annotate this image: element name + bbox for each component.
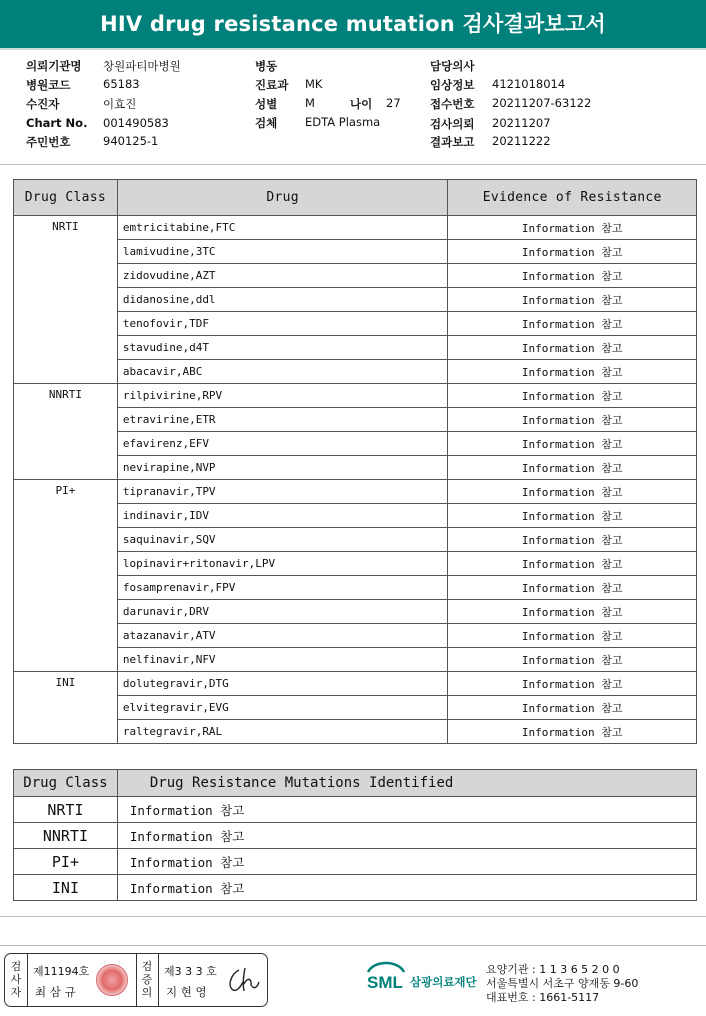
table-row — [14, 849, 697, 875]
header-evidence: Evidence of Resistance — [448, 180, 697, 216]
value-receipt-no: 20211207-63122 — [492, 96, 592, 110]
header-divider — [0, 164, 706, 165]
drug-name-cell: lopinavir+ritonavir,LPV — [117, 552, 448, 576]
evidence-cell: Information 참고 — [448, 336, 697, 360]
verifier-name: 지 현 영 — [166, 985, 207, 999]
evidence-cell: Information 참고 — [448, 552, 697, 576]
examiner-name: 최 삼 규 — [35, 985, 76, 999]
drug-name-cell: zidovudine,AZT — [117, 264, 448, 288]
table-row — [14, 797, 697, 823]
drug-name-cell: lamivudine,3TC — [117, 240, 448, 264]
label-result-report: 결과보고 — [430, 135, 475, 149]
mutation-table-body — [14, 797, 697, 901]
mutation-class-cell: NNRTI — [14, 823, 118, 849]
drug-name-cell: elvitegravir,EVG — [117, 696, 448, 720]
resistance-table-header — [14, 180, 697, 216]
footer-divider-bottom — [0, 945, 706, 946]
value-specimen: EDTA Plasma — [305, 115, 381, 129]
org-name: 삼광의료재단 — [410, 975, 477, 989]
signature-box — [4, 953, 268, 1007]
evidence-cell: Information 참고 — [448, 408, 697, 432]
drug-name-cell: nevirapine,NVP — [117, 456, 448, 480]
patient-info-panel — [0, 54, 706, 156]
mutation-class-cell: NRTI — [14, 797, 118, 823]
table-row — [14, 216, 697, 240]
evidence-cell: Information 참고 — [448, 240, 697, 264]
evidence-cell: Information 참고 — [448, 504, 697, 528]
examiner-seal-stamp — [96, 964, 128, 996]
drug-class-cell: NNRTI — [14, 384, 118, 480]
table-row — [14, 384, 697, 408]
drug-name-cell: didanosine,ddl — [117, 288, 448, 312]
evidence-cell: Information 참고 — [448, 360, 697, 384]
label-sex: 성별 — [255, 97, 278, 111]
drug-name-cell: atazanavir,ATV — [117, 624, 448, 648]
value-patient-name: 이효진 — [103, 97, 137, 111]
evidence-cell: Information 참고 — [448, 576, 697, 600]
evidence-cell: Information 참고 — [448, 312, 697, 336]
evidence-cell: Information 참고 — [448, 672, 697, 696]
signature-divider — [136, 954, 137, 1006]
drug-name-cell: efavirenz,EFV — [117, 432, 448, 456]
evidence-cell: Information 참고 — [448, 648, 697, 672]
examiner-label: 검 사 자 — [10, 960, 22, 999]
drug-name-cell: indinavir,IDV — [117, 504, 448, 528]
evidence-cell: Information 참고 — [448, 216, 697, 240]
header-drug-class: Drug Class — [14, 180, 118, 216]
evidence-cell: Information 참고 — [448, 480, 697, 504]
header-drug: Drug — [117, 180, 448, 216]
resistance-table-body — [14, 216, 697, 744]
value-clinical-info: 4121018014 — [492, 77, 566, 91]
footer-divider-top — [0, 916, 706, 917]
handwritten-signature — [225, 964, 261, 996]
drug-name-cell: saquinavir,SQV — [117, 528, 448, 552]
mutation-value-cell: Information 참고 — [117, 797, 696, 823]
mutation-class-cell: INI — [14, 875, 118, 901]
value-chart-no: 001490583 — [103, 116, 169, 130]
drug-name-cell: abacavir,ABC — [117, 360, 448, 384]
value-age: 27 — [386, 96, 401, 110]
value-hospital-code: 65183 — [103, 77, 140, 91]
drug-name-cell: tipranavir,TPV — [117, 480, 448, 504]
evidence-cell: Information 참고 — [448, 456, 697, 480]
resistance-table — [13, 179, 697, 744]
evidence-cell: Information 참고 — [448, 288, 697, 312]
verifier-number: 제3 3 3 호 — [164, 965, 217, 978]
mutation-header-mutations: Drug Resistance Mutations Identified — [117, 770, 696, 797]
value-department: MK — [305, 77, 323, 91]
evidence-cell: Information 참고 — [448, 432, 697, 456]
drug-name-cell: raltegravir,RAL — [117, 720, 448, 744]
label-clinical-info: 임상정보 — [430, 78, 475, 92]
mutation-value-cell: Information 참고 — [117, 875, 696, 901]
label-age: 나이 — [350, 97, 373, 111]
evidence-cell: Information 참고 — [448, 528, 697, 552]
drug-name-cell: etravirine,ETR — [117, 408, 448, 432]
table-row — [14, 875, 697, 901]
signature-divider — [27, 954, 28, 1006]
evidence-cell: Information 참고 — [448, 696, 697, 720]
value-test-request: 20211207 — [492, 116, 551, 130]
mutation-value-cell: Information 참고 — [117, 849, 696, 875]
drug-name-cell: rilpivirine,RPV — [117, 384, 448, 408]
drug-name-cell: dolutegravir,DTG — [117, 672, 448, 696]
table-row — [14, 672, 697, 696]
drug-name-cell: emtricitabine,FTC — [117, 216, 448, 240]
sml-logo-text: SML — [367, 973, 403, 992]
label-chart-no: Chart No. — [26, 116, 88, 130]
evidence-cell: Information 참고 — [448, 720, 697, 744]
report-title: HIV drug resistance mutation 검사결과보고서 — [0, 0, 706, 50]
label-requesting-institution: 의뢰기관명 — [26, 59, 82, 73]
drug-name-cell: darunavir,DRV — [117, 600, 448, 624]
mutation-table-header — [14, 770, 697, 797]
drug-class-cell: NRTI — [14, 216, 118, 384]
label-patient-name: 수진자 — [26, 97, 60, 111]
evidence-cell: Information 참고 — [448, 600, 697, 624]
label-hospital-code: 병원코드 — [26, 78, 71, 92]
mutation-class-cell: PI+ — [14, 849, 118, 875]
signature-divider — [158, 954, 159, 1006]
sml-logo-icon — [364, 958, 408, 1000]
verifier-label: 검 증 의 — [141, 960, 153, 999]
drug-class-cell: PI+ — [14, 480, 118, 672]
drug-class-cell: INI — [14, 672, 118, 744]
evidence-cell: Information 참고 — [448, 264, 697, 288]
label-specimen: 검체 — [255, 116, 278, 130]
value-requesting-institution: 창원파티마병원 — [103, 59, 181, 73]
mutation-table — [13, 769, 697, 901]
evidence-cell: Information 참고 — [448, 624, 697, 648]
drug-name-cell: tenofovir,TDF — [117, 312, 448, 336]
label-resident-no: 주민번호 — [26, 135, 71, 149]
value-resident-no: 940125-1 — [103, 134, 159, 148]
evidence-cell: Information 참고 — [448, 384, 697, 408]
label-ward: 병동 — [255, 59, 278, 73]
org-address: 서울특별시 서초구 양재동 9-60 — [486, 977, 639, 990]
org-phone: 대표번호 : 1661-5117 — [486, 991, 600, 1004]
label-receipt-no: 접수번호 — [430, 97, 475, 111]
drug-name-cell: stavudine,d4T — [117, 336, 448, 360]
table-row — [14, 823, 697, 849]
mutation-value-cell: Information 참고 — [117, 823, 696, 849]
value-result-report: 20211222 — [492, 134, 551, 148]
label-department: 진료과 — [255, 78, 289, 92]
mutation-header-drug-class: Drug Class — [14, 770, 118, 797]
value-sex: M — [305, 96, 315, 110]
examiner-number: 제11194호 — [33, 965, 90, 978]
label-test-request: 검사의뢰 — [430, 117, 475, 131]
table-row — [14, 480, 697, 504]
drug-name-cell: nelfinavir,NFV — [117, 648, 448, 672]
org-code: 요양기관 : 1 1 3 6 5 2 0 0 — [486, 963, 620, 976]
drug-name-cell: fosamprenavir,FPV — [117, 576, 448, 600]
label-attending-physician: 담당의사 — [430, 59, 475, 73]
